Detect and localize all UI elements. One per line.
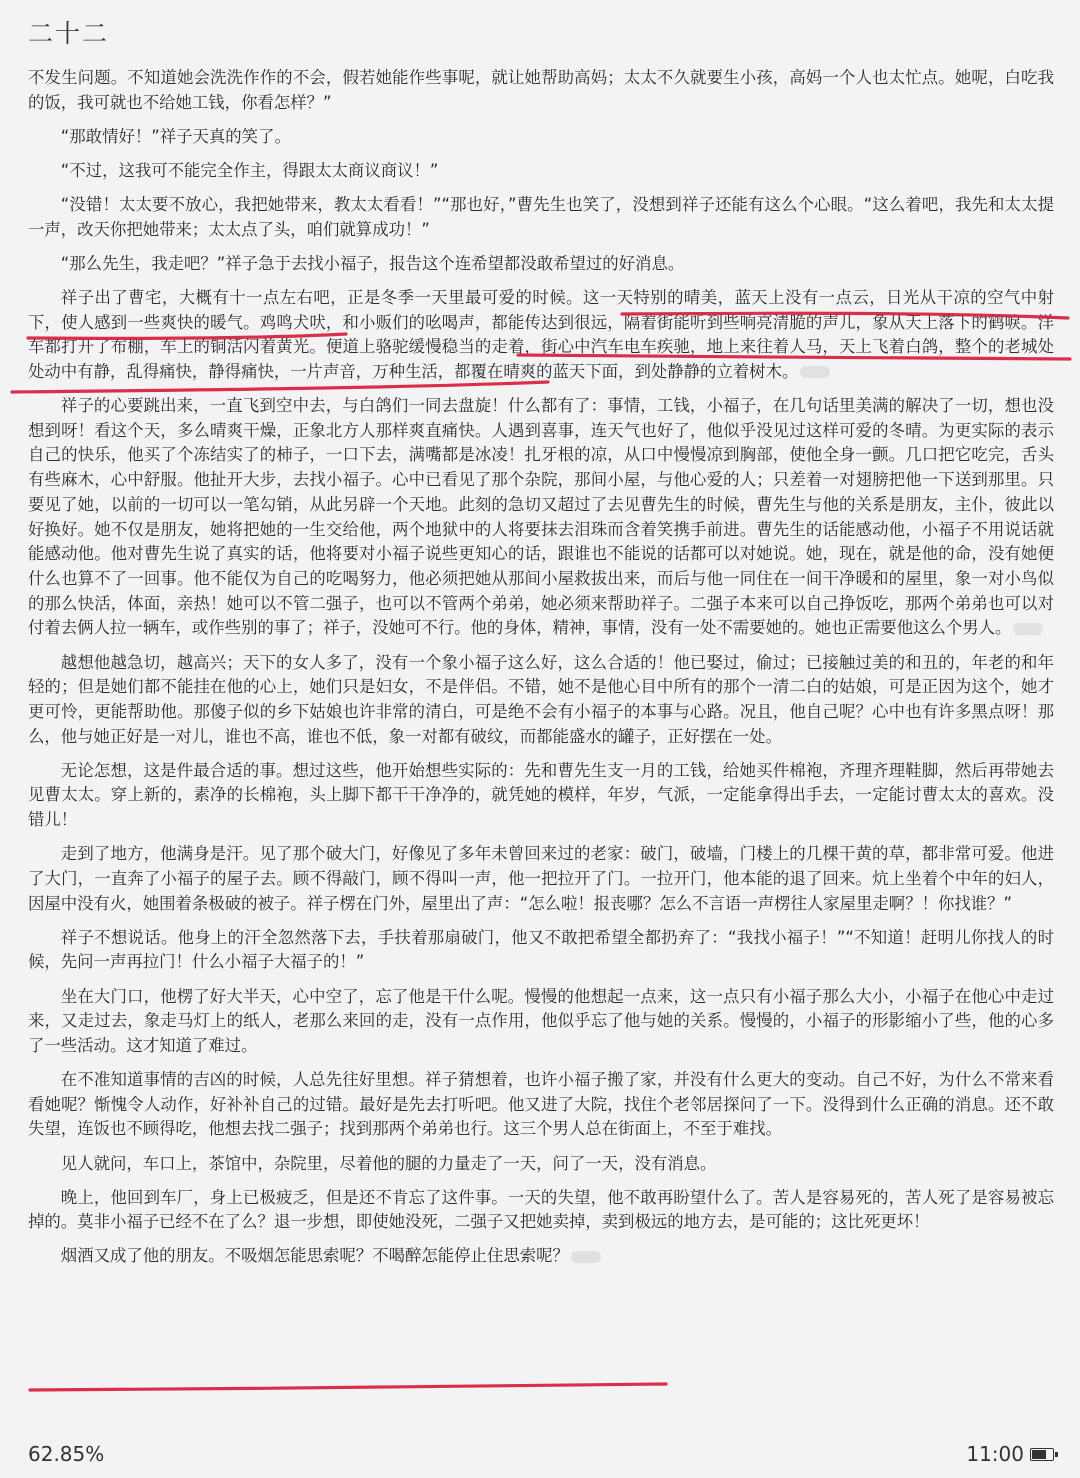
paragraph-16 [28, 1244, 1054, 1269]
paragraph-14: 见人就问，车口上，茶馆中，杂院里，尽着他的腿的力量走了一天，问了一天，没有消息。 [60, 1153, 717, 1173]
note-marker-icon[interactable] [571, 1251, 601, 1263]
paragraph-8: 越想他越急切，越高兴；天下的女人多了，没有一个象小福子这么好，这么合适的！他已娶过，偷过；已接触过美的和丑的，年老的和年轻的；但是她们都不能挂在他的心上，她们只是妇女，不是伴侣。不错，她不是他心目中所有的那个一清二白的姑娘，可是正因为这个，她才更可怜，更能帮助他。那傻子似的乡下姑娘也许非常的清白，可是绝不会有小福子的本事与心路。况且，他自己呢？心中也有许多黑点呀！那么，他与她正好是一对儿，谁也不高，谁也不低，象一对都有破纹，而都能盛水的罐子，正好摆在一处。 [28, 652, 1054, 746]
paragraph-3: “不过，这我可不能完全作主，得跟太太商议商议！” [60, 160, 439, 180]
battery-fill [1032, 1450, 1046, 1459]
note-marker-icon[interactable] [1013, 623, 1043, 635]
paragraph-7-text: 祥子的心要跳出来，一直飞到空中去，与白鸽们一同去盘旋！什么都有了：事情，工钱，小福子，在几句话里美满的解决了一切，想也没想到呀！看这个天，多么晴爽干燥，正象北方人那样爽直痛快。人遇到喜事，连天气也好了，他似乎没见过这样可爱的冬晴。为更实际的表示自己的快乐，他买了个冻结实了的柿子，一口下去，满嘴都是冰凌！扎牙根的凉，从口中慢慢凉到胸部，使他全身一颤。几口把它吃完，舌头有些麻木，心中舒服。他扯开大步，去找小福子。心中已看见了那个杂院，那间小屋，与他心爱的人；只差着一对翅膀把他一下送到那里。只要见了她，以前的一切可以一笔勾销，从此另辟一个天地。此刻的急切又超过了去见曹先生的时候，曹先生与他的关系是朋友，主仆，彼此以好换好。她不仅是朋友，她将把她的一生交给他，两个地狱中的人将要抹去泪珠而含着笑携手前进。曹先生的话能感动他，小福子不用说话就能感动他。他对曹先生说了真实的话，他将要对小福子说些更知心的话，跟谁也不能说的话都可以对她说。她，现在，就是他的命，没有她便什么也算不了一回事。他不能仅为自己的吃喝努力，他必须把她从那间小屋救拔出来，而后与他一同住在一间干净暖和的屋里，象一对小鸟似的那么快活，体面，亲热！她可以不管二强子，也可以不管两个弟弟，她必须来帮助祥子。二强子本来可以自己挣饭吃，那两个弟弟也可以对付着去俩人拉一辆车，或作些别的事了；祥子，没她可不行。他的身体，精神，事情，没有一处不需要她的。她也正需要他这么个男人。 [28, 396, 1054, 638]
paragraph-6 [28, 286, 1054, 385]
paragraph-5: “那么先生，我走吧？”祥子急于去找小福子，报告这个连希望都没敢希望过的好消息。 [60, 253, 685, 273]
paragraph-10: 走到了地方，他满身是汗。见了那个破大门，好像见了多年未曾回来过的老家：破门，破墙，门楼上的几棵干黄的草，都非常可爱。他进了大门，一直奔了小福子的屋子去。顾不得敲门，顾不得叫一声，他一把拉开了门。一拉开门，他本能的退了回来。炕上坐着个中年的妇人，因屋中没有火，她围着条极破的被子。祥子楞在门外，屋里出了声：“怎么啦！报丧哪？怎么不言语一声楞往人家屋里走啊？！你找谁？” [28, 844, 1054, 913]
clock-time: 11:00 [966, 1442, 1024, 1466]
paragraph-2: “那敢情好！”祥子天真的笑了。 [60, 126, 291, 146]
paragraph-6-text: 祥子出了曹宅，大概有十一点左右吧，正是冬季一天里最可爱的时候。这一天特别的晴美，蓝天上没有一点云，日光从干凉的空气中射下，使人感到一些爽快的暖气。鸡鸣犬吠，和小贩们的吆喝声，都能传达到很远，隔着街能听到些响亮清脆的声儿，象从天上落下的鹤唳。洋车都打开了布棚，车上的铜活闪着黄光。便道上骆驼缓慢稳当的走着，街心中汽车电车疾驰，地上来往着人马，天上飞着白鸽，整个的老城处处动中有静，乱得痛快，静得痛快，一片声音，万种生活，都覆在晴爽的蓝天下面，到处静静的立着树木。 [28, 287, 1054, 381]
reading-progress: 62.85% [28, 1442, 105, 1466]
note-marker-icon[interactable] [800, 366, 830, 378]
chapter-title: 二十二 [28, 19, 110, 48]
paragraph-1: 不发生问题。不知道她会洗洗作作的不会，假若她能作些事呢，就让她帮助高妈；太太不久就要生小孩，高妈一个人也太忙点。她呢，白吃我的饭，我可就也不给她工钱，你看怎样？” [28, 68, 1054, 112]
paragraph-16-text: 烟酒又成了他的朋友。不吸烟怎能思索呢？不喝醉怎能停止住思索呢？ [60, 1246, 569, 1266]
paragraph-15: 晚上，他回到车厂，身上已极疲乏，但是还不肯忘了这件事。一天的失望，他不敢再盼望什么了。苦人是容易死的，苦人死了是容易被忘掉的。莫非小福子已经不在了么？退一步想，即使她没死，二强子又把她卖掉，卖到极远的地方去，是可能的；这比死更坏！ [28, 1187, 1054, 1232]
paragraph-12: 坐在大门口，他楞了好大半天，心中空了，忘了他是干什么呢。慢慢的他想起一点来，这一点只有小福子那么大小，小福子在他心中走过来，又走过去，象走马灯上的纸人，老那么来回的走，没有一点作用，他似乎忘了他与她的关系。慢慢的，小福子的形影缩小了些，他的心多了一些活动。这才知道了难过。 [28, 986, 1054, 1055]
underline-stroke [30, 1384, 666, 1390]
chapter-text [28, 66, 1054, 1278]
paragraph-9: 无论怎想，这是件最合适的事。想过这些，他开始想些实际的：先和曹先生支一月的工钱，给她买件棉袍，齐理齐理鞋脚，然后再带她去见曹太太。穿上新的，素净的长棉袍，头上脚下都干干净净的，就凭她的模样，年岁，气派，一定能拿得出手去，一定能讨曹太太的喜欢。没错儿！ [28, 760, 1054, 830]
paragraph-7 [28, 394, 1054, 641]
battery-icon [1030, 1448, 1054, 1461]
paragraph-4: “没错！太太要不放心，我把她带来，教太太看看！”“那也好，”曹先生也笑了，没想到祥子还能有这么个心眼。“这么着吧，我先和太太提一声，改天你把她带来；太太点了头，咱们就算成功！” [28, 194, 1054, 239]
paragraph-11: 祥子不想说话。他身上的汗全忽然落下去，手扶着那扇破门，他又不敢把希望全都扔弃了：“我找小福子！”“不知道！赶明儿你找人的时候，先问一声再拉门！什么小福子大福子的！” [28, 927, 1054, 972]
paragraph-13: 在不准知道事情的吉凶的时候，人总先往好里想。祥子猜想着，也许小福子搬了家，并没有什么更大的变动。自己不好，为什么不常来看看她呢？惭愧令人动作，好补补自己的过错。最好是先去打听吧。他又进了大院，找住个老邻居探问了一下。没得到什么正确的消息。还不敢失望，连饭也不顾得吃，他想去找二强子；找到那两个弟弟也行。这三个男人总在街面上，不至于难找。 [28, 1070, 1054, 1139]
